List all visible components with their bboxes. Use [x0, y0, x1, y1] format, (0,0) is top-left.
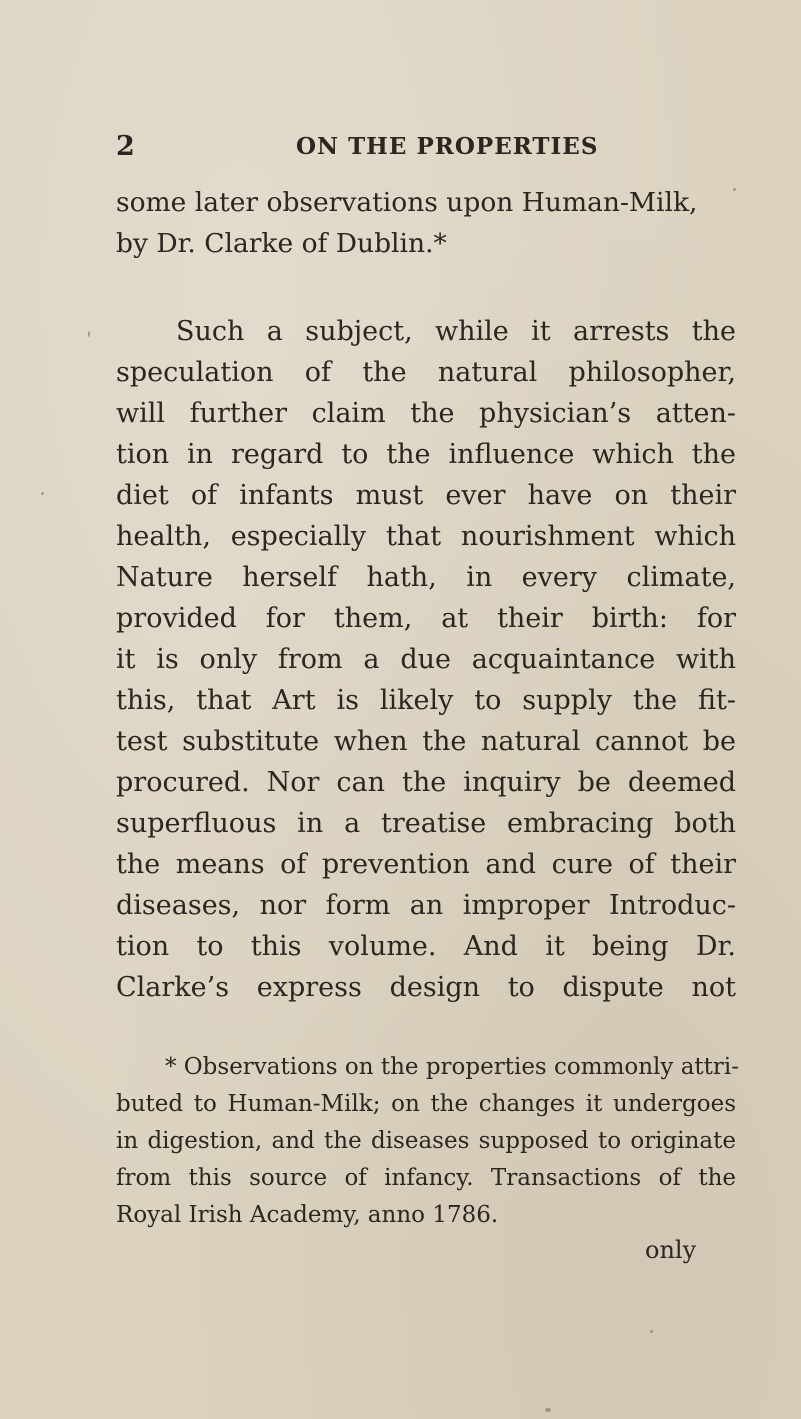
running-head: ON THE PROPERTIES	[296, 133, 599, 160]
body-line: diet of infants must ever have on their	[116, 480, 736, 511]
footnote-line: buted to Human-Milk; on the changes it undergoes	[116, 1091, 736, 1117]
body-line: diseases, nor form an improper Introduc-	[116, 890, 736, 921]
footnote-line: in digestion, and the diseases supposed to originate	[116, 1128, 736, 1154]
body-line: Clarke’s express design to dispute not	[116, 972, 736, 1003]
page-number: 2	[116, 131, 135, 162]
paper-speck	[41, 492, 44, 495]
body-line: will further claim the physician’s atten-	[116, 398, 736, 429]
body-line: health, especially that nourishment which	[116, 521, 736, 552]
body-line: this, that Art is likely to supply the fit-	[116, 685, 736, 716]
body-line: superfluous in a treatise embracing both	[116, 808, 736, 839]
body-line: tion to this volume. And it being Dr.	[116, 931, 736, 962]
body-line: it is only from a due acquaintance with	[116, 644, 736, 675]
body-line: speculation of the natural philosopher,	[116, 357, 736, 388]
intro-line: by Dr. Clarke of Dublin.*	[116, 228, 447, 259]
footnote-line: * Observations on the properties commonly attri-	[165, 1054, 740, 1080]
intro-line: some later observations upon Human-Milk,	[116, 187, 698, 218]
body-line: Such a subject, while it arrests the	[176, 316, 736, 347]
paper-speck	[733, 188, 736, 191]
body-line: the means of prevention and cure of their	[116, 849, 736, 880]
footnote-line: Royal Irish Academy, anno 1786.	[116, 1202, 499, 1228]
paper-speck	[650, 1330, 653, 1333]
body-line: test substitute when the natural cannot be	[116, 726, 736, 757]
catchword: only	[645, 1236, 697, 1264]
body-line: procured. Nor can the inquiry be deemed	[116, 767, 736, 798]
body-line: Nature herself hath, in every climate,	[116, 562, 736, 593]
body-line: provided for them, at their birth: for	[116, 603, 736, 634]
body-line: tion in regard to the influence which the	[116, 439, 736, 470]
page-header	[110, 131, 730, 171]
paper-speck	[88, 331, 90, 337]
paper-speck	[545, 1408, 551, 1412]
footnote-line: from this source of infancy. Transactions of the	[116, 1165, 736, 1191]
